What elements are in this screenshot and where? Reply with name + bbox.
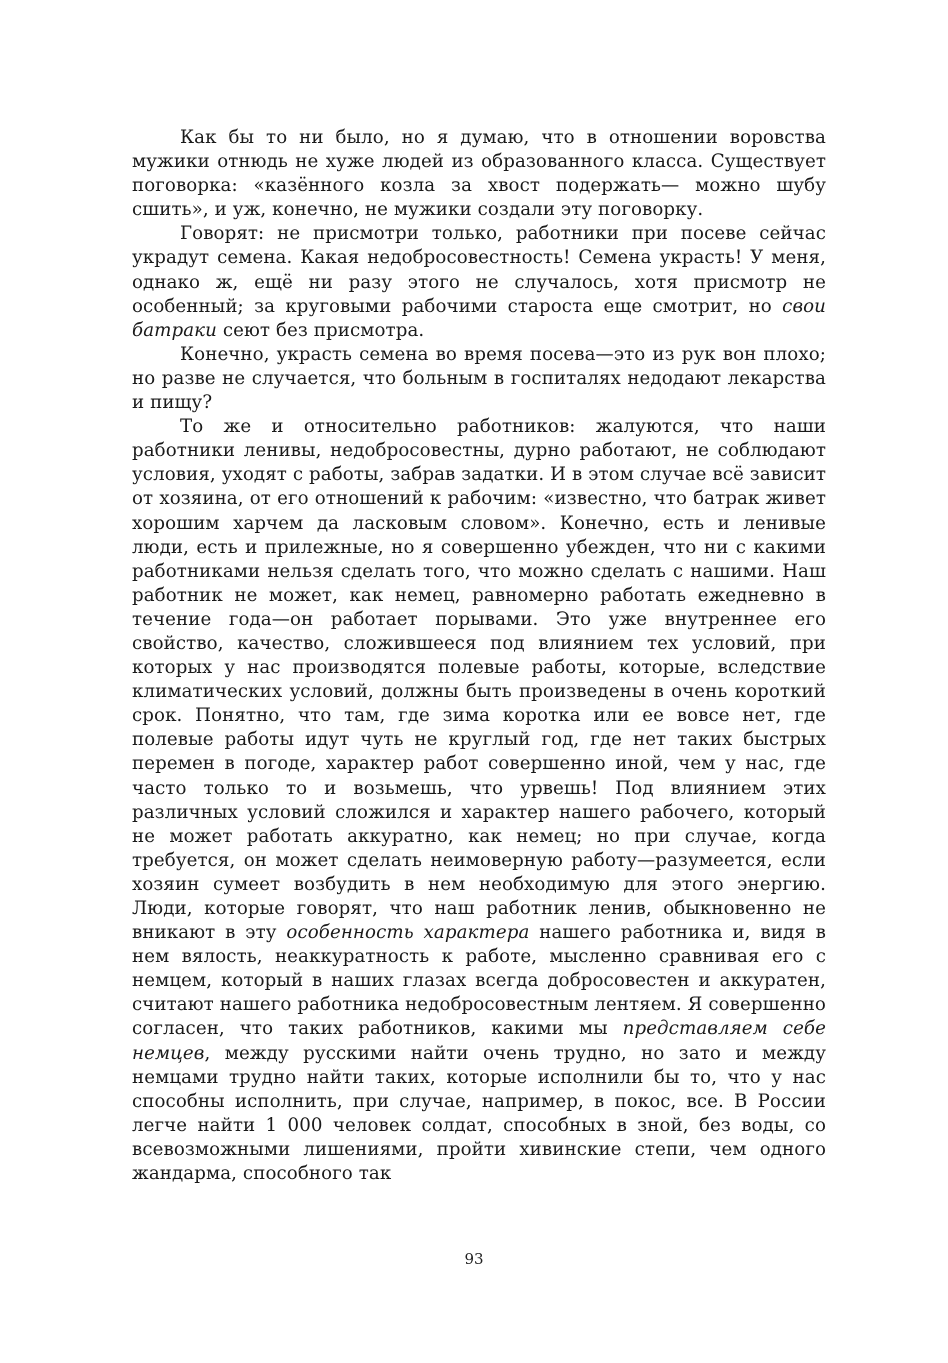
text-run: Конечно, украсть семена во время посева—это из рук вон плохо; но разве не случается, что больным в госпиталях недодают лекарства и пищу?	[132, 343, 826, 414]
text-run: Говорят: не присмотри только, работники при посеве сейчас украдут семена. Какая недобросовестность! Семена украсть! У меня, однако ж, ещё ни разу этого не случалось, хотя присмотр не особенный; за круговыми рабочими староста еще смотрит, но	[132, 223, 826, 317]
text-run: , между русскими найти очень трудно, но зато и между немцами трудно найти таких, которые исполнили бы то, что у нас способны исполнить, при случае, например, в покос, все. В России легче найти 1 000 человек солдат, способных в зной, без воды, со всевозможными лишениями, пройти хивинские степи, чем одного жандарма, способного так	[132, 1042, 826, 1185]
italic-phrase: особенность характера	[286, 922, 530, 944]
paragraph	[132, 126, 826, 222]
page-number: 93	[464, 1250, 484, 1268]
text-run: То же и относительно работников: жалуются, что наши работники ленивы, недобросовестны, дурно работают, не соблюдают условия, уходят с работы, забрав задатки. И в этом случае всё зависит от хозяина, от его отношений к рабочим: «известно, что батрак живет хорошим харчем да ласковым словом». Конечно, есть и ленивые люди, есть и прилежные, но я совершенно убежден, что ни с какими работниками нельзя сделать того, что можно сделать с нашими. Наш работник не может, как немец, равномерно работать ежедневно в течение года—он работает порывами. Это уже внутреннее его свойство, качество, сложившееся под влиянием тех условий, при которых у нас производятся полевые работы, которые, вследствие климатических условий, должны быть произведены в очень короткий срок. Понятно, что там, где зима коротка или ее вовсе нет, где полевые работы идут чуть не круглый год, где нет таких быстрых перемен в погоде, характер работ совершенно иной, чем у нас, где часто только то и возьмешь, что урвешь! Под влиянием этих различных условий сложился и характер нашего рабочего, который не может работать аккуратно, как немец; но при случае, когда требуется, он может сделать неимоверную работу—разумеется, если хозяин сумеет возбудить в нем необходимую для этого энергию. Люди, которые говорят, что наш работник ленив, обыкновенно не вникают в эту	[132, 416, 826, 944]
text-run: Как бы то ни было, но я думаю, что в отношении воровства мужики отнюдь не хуже людей из образованного класса. Существует поговорка: «казённого козла за хвост подержать— можно шубу сшить», и уж, конечно, не мужики создали эту поговорку.	[132, 127, 826, 221]
page-body	[132, 126, 826, 1186]
paragraph	[132, 415, 826, 1186]
italic-phrase: представляем себе немцев	[132, 1018, 826, 1064]
text-run: нашего работника и, видя в нем вялость, неаккуратность к работе, мысленно сравнивая его с немцем, который в наших глазах всегда добросовестен и аккуратен, считают нашего работника недобросовестным лентяем. Я совершенно согласен, что таких работников, какими мы	[132, 922, 826, 1040]
italic-phrase: свои батраки	[132, 295, 826, 341]
text-run: сеют без присмотра.	[216, 319, 425, 341]
paragraph	[132, 343, 826, 415]
paragraph	[132, 222, 826, 342]
